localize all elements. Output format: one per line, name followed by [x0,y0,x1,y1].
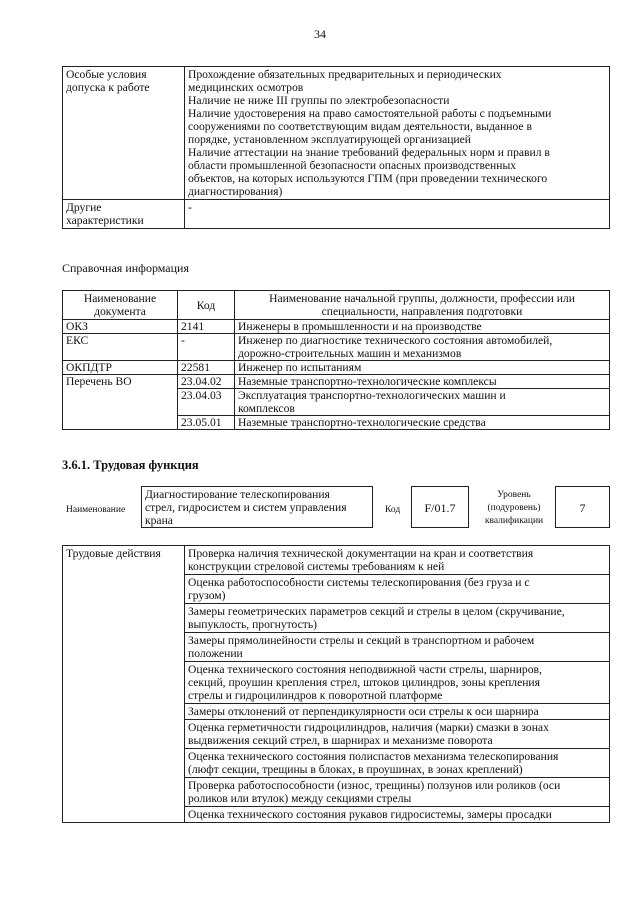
table-row [63,334,610,361]
special-conditions-label: Особые условия допуска к работе [63,67,185,200]
name-label: Наименование [66,505,126,515]
labor-action: Оценка технического состояния неподвижной части стрелы, шарниров, секций, проушин крепления стрел, штоков цилиндров, зоны крепления стрелы и гидроцилиндров к поворотной платформе [185,662,610,704]
code-label: Код [385,505,401,515]
table-row [63,320,610,334]
ref-name: Наземные транспортно-технологические средства [235,416,610,430]
ref-name: Наземные транспортно-технологические комплексы [235,375,610,389]
special-conditions-table [62,66,610,229]
special-conditions-value: Прохождение обязательных предварительных и периодических медицинских осмотров Наличие не ниже III группы по электробезопасности Наличие удостоверения на право самостоятельной работы с подъемными сооружениями по соответствующим видам деятельности, выданное в порядке, установленном эксплуатирующей организацией Наличие аттестации на знание требований федеральных норм и правил в области промышленной безопасности опасных производственных объектов, на которых используются ГПМ (при проведении технического диагностирования) [185,67,610,200]
reference-title: Справочная информация [62,261,189,275]
labor-action: Оценка герметичности гидроцилиндров, наличия (марки) смазки в зонах выдвижения секций стрел, в шарнирах и механизме поворота [185,720,610,749]
ref-code: 2141 [178,320,235,334]
page-number: 34 [314,27,326,41]
function-heading: 3.6.1. Трудовая функция [62,458,199,472]
ref-doc: ОКПДТР [63,361,178,375]
ref-name: Инженеры в промышленности и на производстве [235,320,610,334]
ref-name: Инженер по диагностике технического состояния автомобилей, дорожно-строительных машин и механизмов [235,334,610,361]
labor-action: Замеры отклонений от перпендикулярности оси стрелы к оси шарнира [185,704,610,720]
ref-doc: ЕКС [63,334,178,361]
table-row [63,200,610,229]
labor-action: Оценка технического состояния полиспастов механизма телескопирования (люфт секции, трещины в блоках, в проушинах, в зонах креплений) [185,749,610,778]
table-row [63,375,610,389]
function-code-box: F/01.7 [411,486,469,528]
ref-doc: Перечень ВО [63,375,178,430]
header-name: Наименование начальной группы, должности, профессии или специальности, направления подготовки [235,291,610,320]
labor-action: Оценка технического состояния рукавов гидросистемы, замеры просадки [185,807,610,823]
labor-action: Проверка работоспособности (износ, трещины) ползунов или роликов (оси роликов или втулок) между секциями стрелы [185,778,610,807]
table-header-row [63,291,610,320]
table-row [63,361,610,375]
labor-action: Замеры геометрических параметров секций и стрелы в целом (скручивание, выпуклость, прогнутость) [185,604,610,633]
ref-code: 23.05.01 [178,416,235,430]
labor-actions-label: Трудовые действия [63,546,185,823]
header-code: Код [178,291,235,320]
ref-code: - [178,334,235,361]
level-label: Уровень (подуровень) квалификации [484,490,544,526]
table-row [63,546,610,575]
header-document: Наименование документа [63,291,178,320]
labor-actions-clip [0,545,640,848]
ref-doc: ОКЗ [63,320,178,334]
ref-code: 23.04.03 [178,389,235,416]
function-name-row [62,486,610,530]
ref-code: 23.04.02 [178,375,235,389]
other-characteristics-label: Другие характеристики [63,200,185,229]
ref-name: Инженер по испытаниям [235,361,610,375]
labor-action: Замеры прямолинейности стрелы и секций в транспортном и рабочем положении [185,633,610,662]
table-row [63,67,610,200]
ref-name: Эксплуатация транспортно-технологических машин и комплексов [235,389,610,416]
ref-code: 22581 [178,361,235,375]
labor-actions-table [62,545,610,823]
labor-action: Проверка наличия технической документации на кран и соответствия конструкции стреловой системы требованиям к ней [185,546,610,575]
other-characteristics-value: - [185,200,610,229]
reference-table [62,290,610,430]
function-name-box: Диагностирование телескопирования стрел, гидросистем и систем управления крана [141,486,373,528]
qualification-level-box: 7 [555,486,610,528]
labor-action: Оценка работоспособности системы телескопирования (без груза и с грузом) [185,575,610,604]
